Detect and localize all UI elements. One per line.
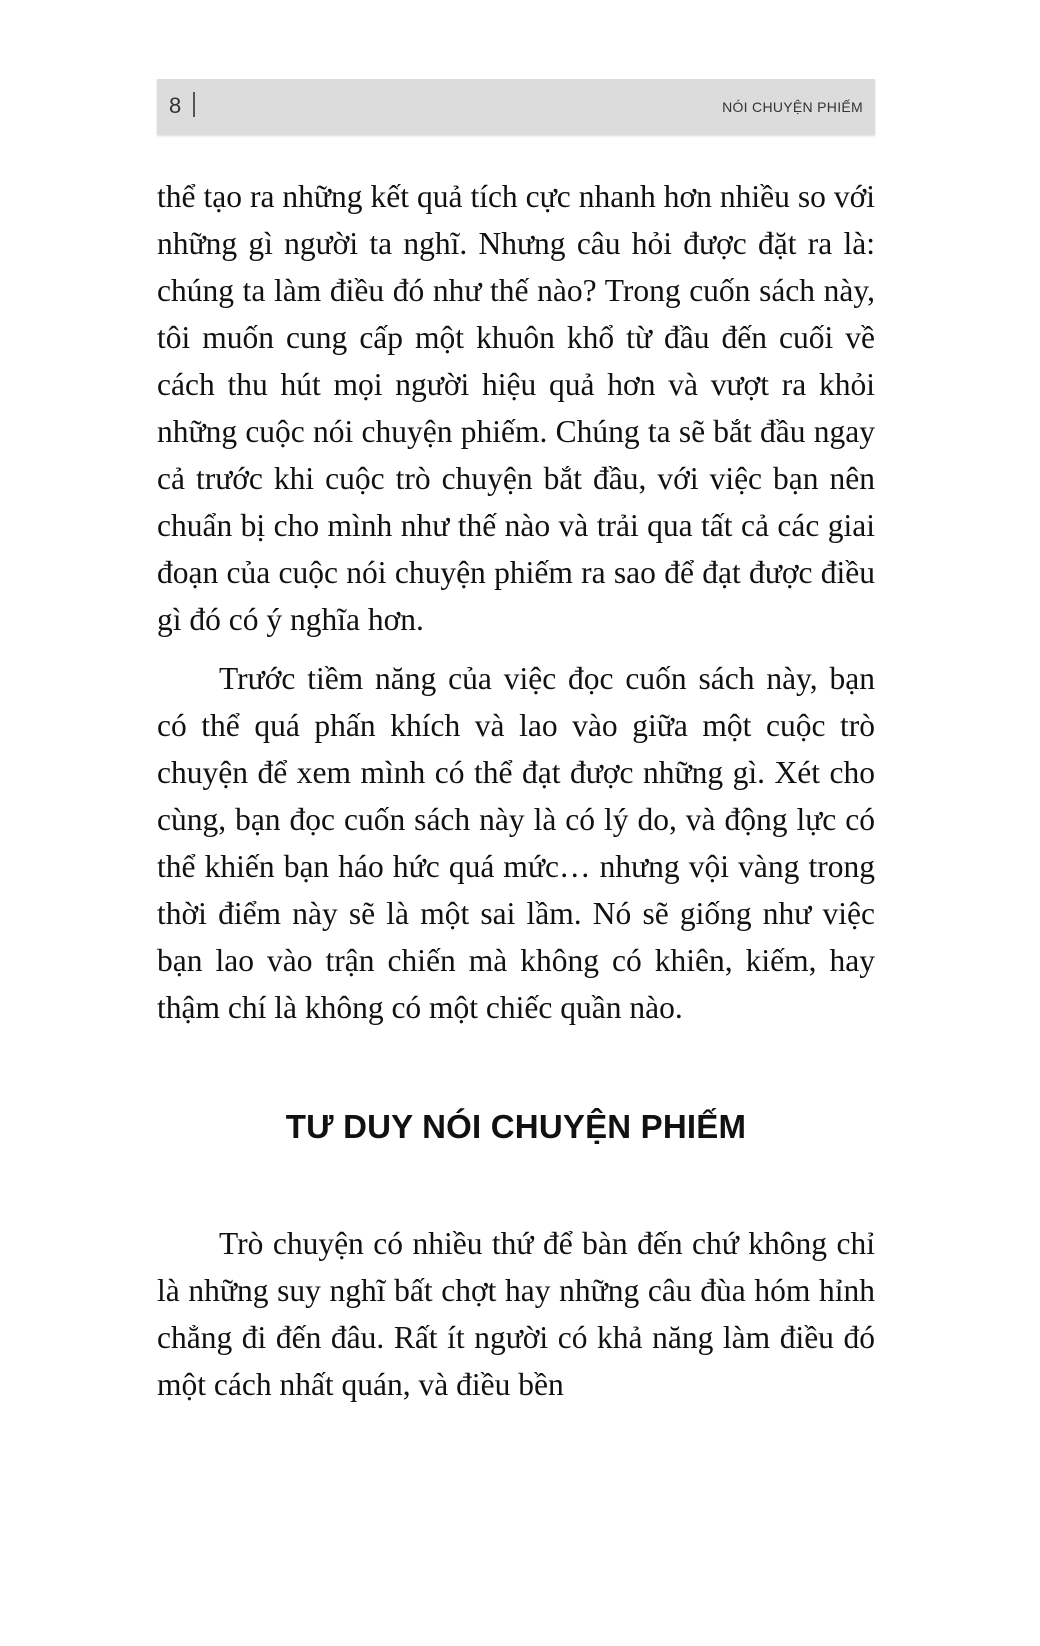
page-number: 8 [169,93,183,118]
paragraph: Trước tiềm năng của việc đọc cuốn sách này, bạn có thể quá phấn khích và lao vào giữa một cuộc trò chuyện để xem mình có thể đạt được những gì. Xét cho cùng, bạn đọc cuốn sách này là có lý do, và động lực có thể khiến bạn háo hức quá mức… nhưng vội vàng trong thời điểm này sẽ là một sai lầm. Nó sẽ giống như việc bạn lao vào trận chiến mà không có khiên, kiếm, hay thậm chí là không có một chiếc quần nào. [157,661,875,1025]
section-heading: TƯ DUY NÓI CHUYỆN PHIẾM [285,1108,747,1145]
paragraph: Trò chuyện có nhiều thứ để bàn đến chứ không chỉ là những suy nghĩ bất chợt hay những câu đùa hóm hỉnh chẳng đi đến đâu. Rất ít người có khả năng làm điều đó một cách nhất quán, và điều bền [157,1226,875,1402]
running-header [157,79,875,134]
header-divider [193,92,195,117]
page-content [157,173,875,1408]
running-title: NÓI CHUYỆN PHIẾM [722,99,863,115]
paragraph-continued: thể tạo ra những kết quả tích cực nhanh hơn nhiều so với những gì người ta nghĩ. Nhưng câu hỏi được đặt ra là: chúng ta làm điều đó như thế nào? Trong cuốn sách này, tôi muốn cung cấp một khuôn khổ từ đầu đến cuối về cách thu hút mọi người hiệu quả hơn và vượt ra khỏi những cuộc nói chuyện phiếm. Chúng ta sẽ bắt đầu ngay cả trước khi cuộc trò chuyện bắt đầu, với việc bạn nên chuẩn bị cho mình như thế nào và trải qua tất cả các giai đoạn của cuộc nói chuyện phiếm ra sao để đạt được điều gì đó có ý nghĩa hơn. [157,179,875,637]
